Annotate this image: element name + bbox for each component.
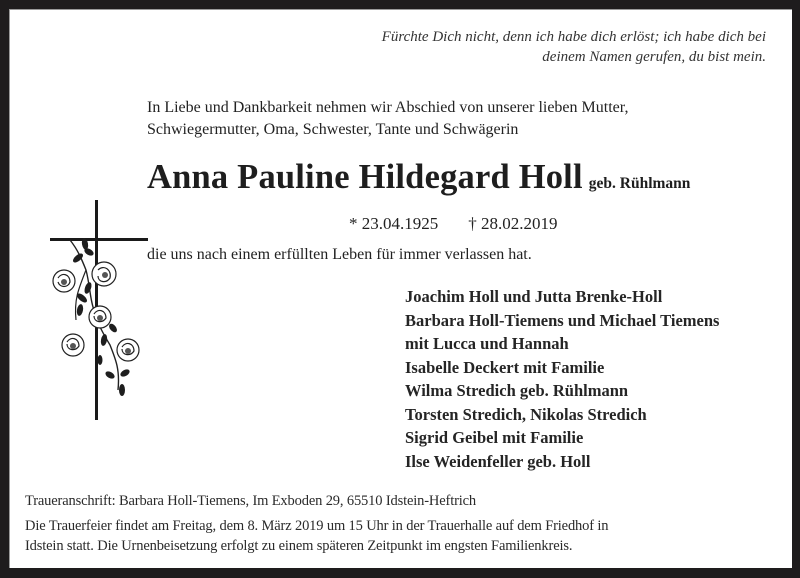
subline-text: die uns nach einem erfüllten Leben für immer verlassen hat. [147, 246, 532, 263]
ceremony-line-1: Die Trauerfeier findet am Freitag, dem 8. März 2019 um 15 Uhr in der Trauerhalle auf dem Friedhof in [25, 518, 609, 534]
survivor-item: Joachim Holl und Jutta Brenke-Holl [405, 287, 663, 306]
survivor-item: mit Lucca und Hannah [405, 334, 569, 353]
survivors-list [405, 285, 719, 473]
quote-line-1: Fürchte Dich nicht, denn ich habe dich erlöst; ich habe dich bei [381, 29, 766, 45]
deceased-name-line [147, 158, 690, 197]
bible-quote [266, 27, 766, 67]
survivor-item: Isabelle Deckert mit Familie [405, 357, 605, 377]
intro-text [147, 97, 787, 141]
ceremony-info [25, 516, 795, 556]
intro-line-1: In Liebe und Dankbarkeit nehmen wir Abschied von unserer lieben Mutter, [147, 99, 629, 116]
obituary-notice [9, 9, 792, 568]
cross-with-roses-icon [38, 190, 158, 430]
ceremony-line-2: Idstein statt. Die Urnenbeisetzung erfolgt zu einem späteren Zeitpunkt im engsten Familienkreis. [25, 538, 573, 554]
survivor-item: Sigrid Geibel mit Familie [405, 428, 584, 447]
deceased-name: Anna Pauline Hildegard Holl [147, 158, 583, 196]
survivor-item: Barbara Holl-Tiemens und Michael Tiemens [405, 310, 720, 330]
survivor-item: Ilse Weidenfeller geb. Holl [405, 451, 591, 471]
life-dates [349, 214, 558, 234]
survivor-item: Torsten Stredich, Nikolas Stredich [405, 404, 647, 424]
birth-date: * 23.04.1925 [349, 214, 439, 233]
quote-line-2: deinem Namen gerufen, du bist mein. [542, 49, 766, 65]
maiden-name: geb. Rühlmann [588, 175, 691, 192]
mourning-address: Traueranschrift: Barbara Holl-Tiemens, Im Exboden 29, 65510 Idstein-Heftrich [25, 493, 477, 509]
death-date: † 28.02.2019 [468, 214, 558, 233]
intro-line-2: Schwiegermutter, Oma, Schwester, Tante und Schwägerin [147, 121, 519, 138]
survivor-item: Wilma Stredich geb. Rühlmann [405, 381, 629, 400]
